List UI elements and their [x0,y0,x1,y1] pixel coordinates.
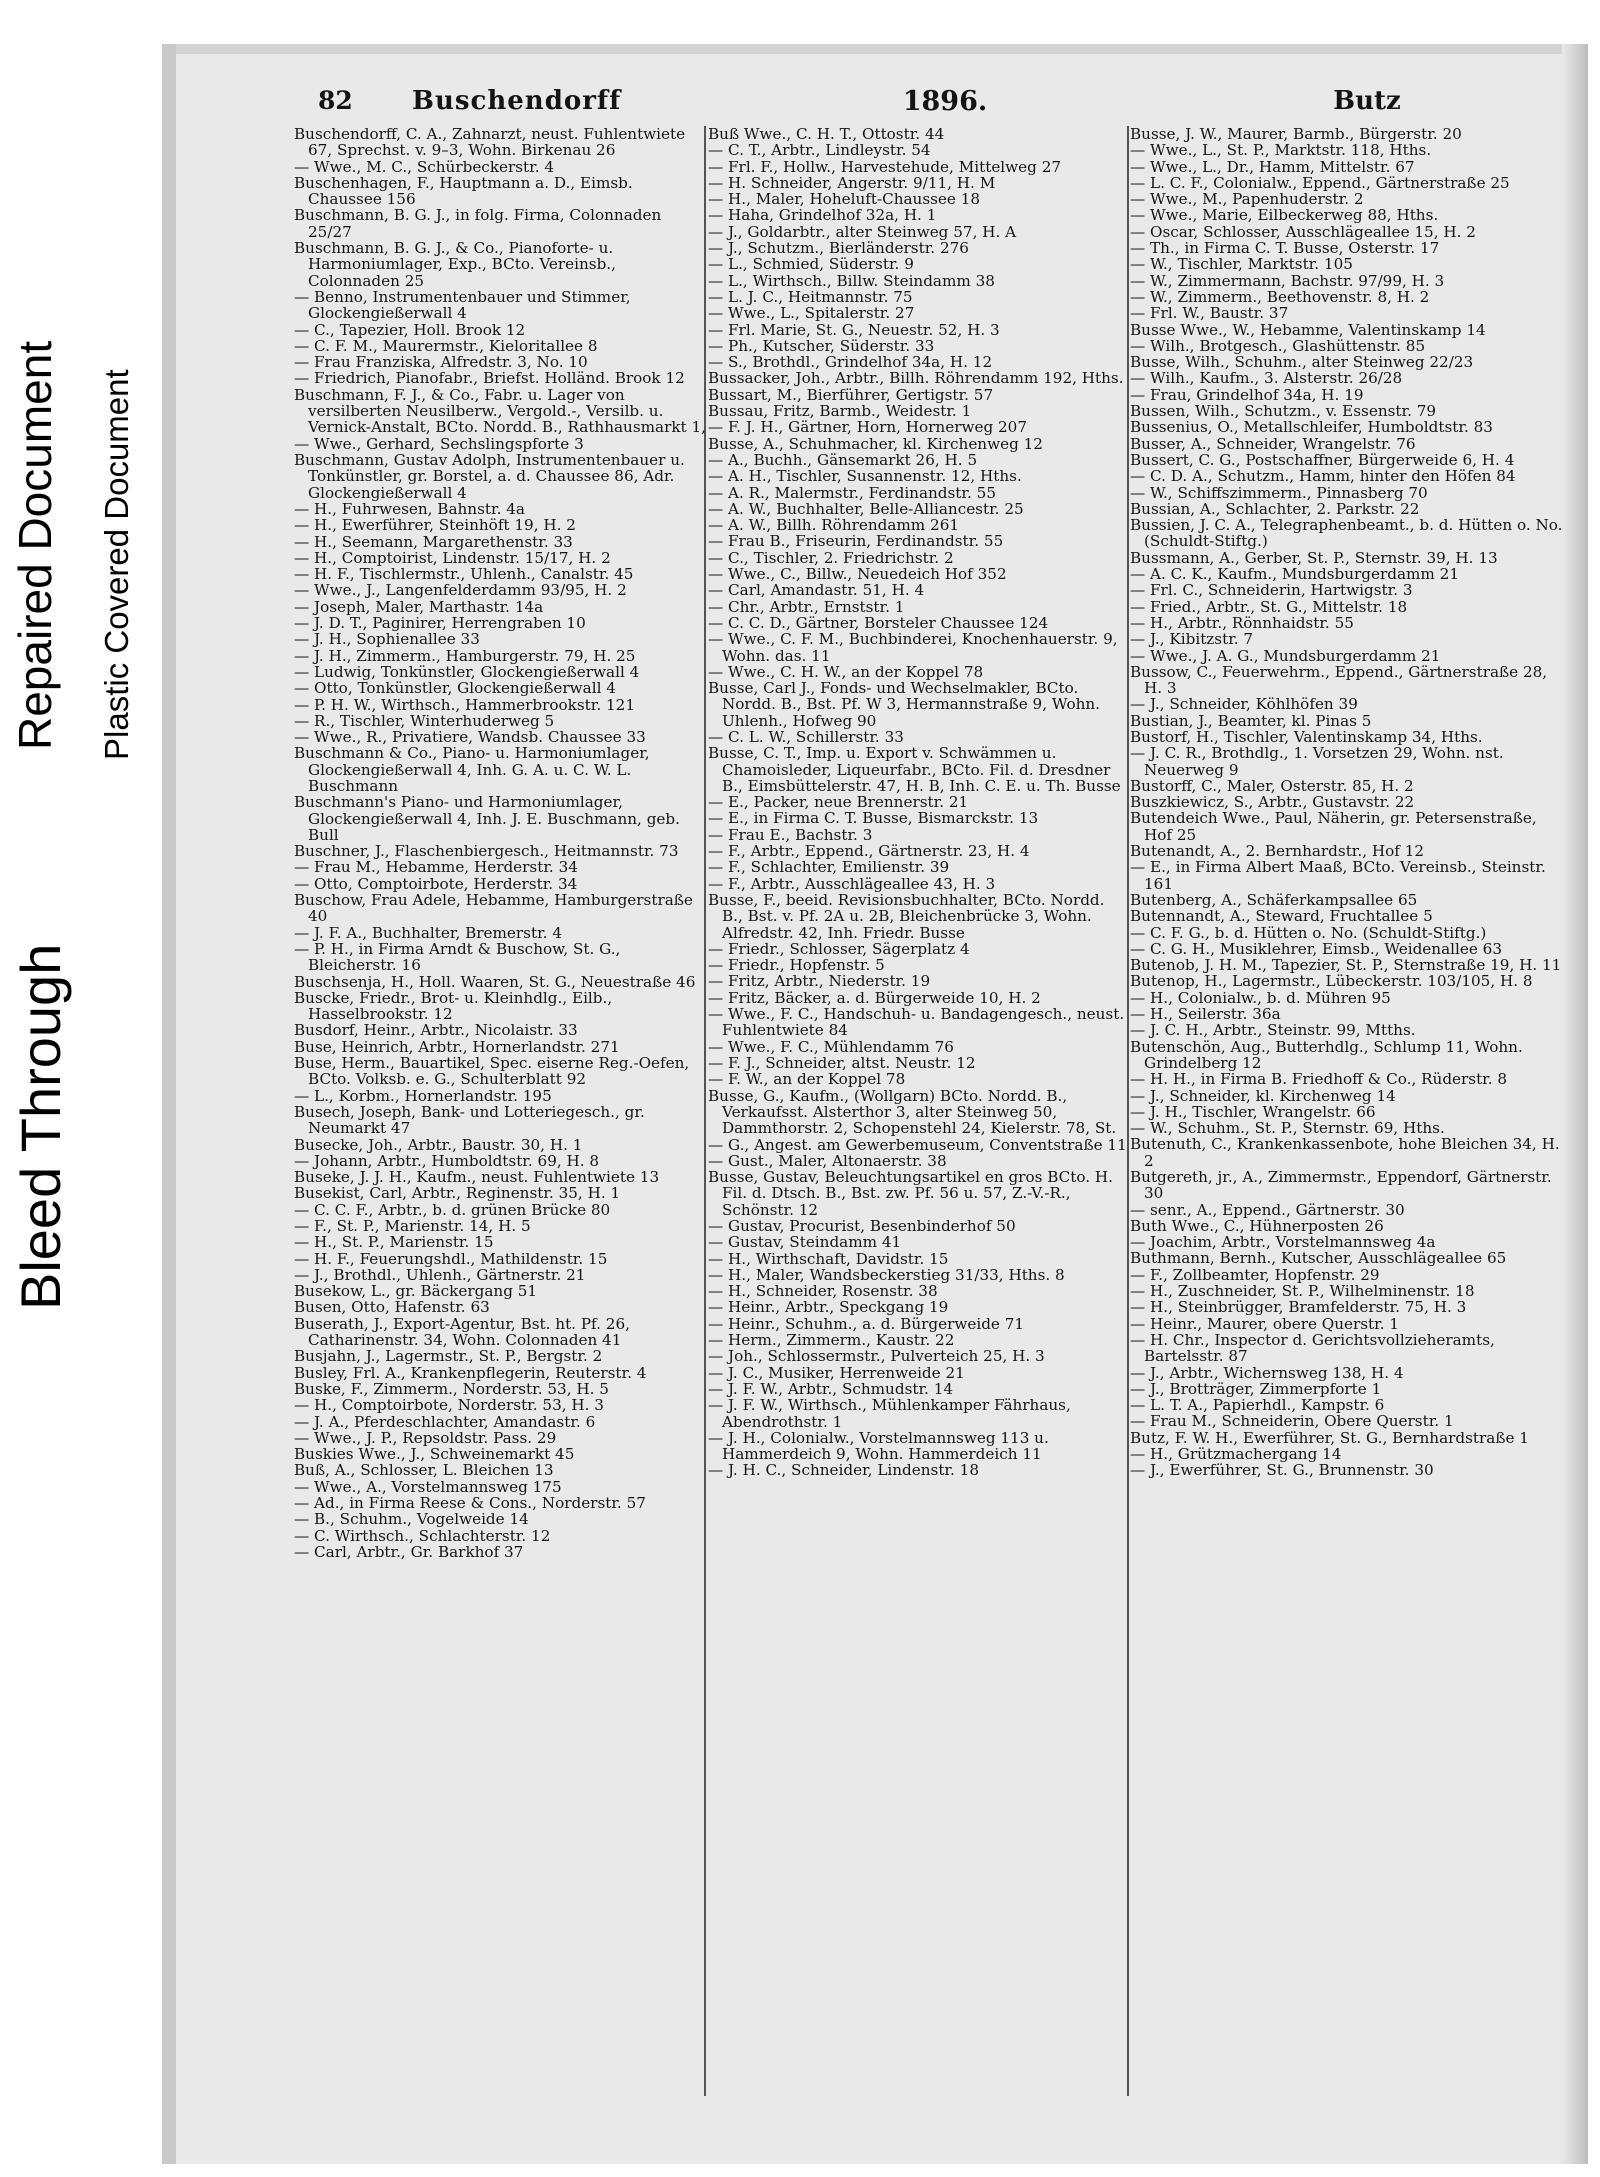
directory-entry: — Wwe., C. H. W., an der Koppel 78 [708,663,984,681]
directory-entry: — Wilh., Brotgesch., Glashüttenstr. 85 [1130,337,1426,355]
directory-entry: — Frau M., Schneiderin, Obere Querstr. 1 [1130,1413,1454,1430]
page-left-edge [162,44,176,2164]
directory-entry: Buschenhagen, F., Hauptmann a. D., Eimsb. Chaussee 156 [294,174,633,208]
directory-entry: — E., in Firma C. T. Busse, Bismarckstr. 13 [708,810,1039,827]
directory-entry: Busse, F., beeid. Revisionsbuchhalter, BCto. Nordd. B., Bst. v. Pf. 2A u. 2B, Bleichenbrücke 3, Wohn. Alfredstr. 42, Inh. Friedr. Busse [708,891,1105,941]
directory-entry: — F. J., Schneider, altst. Neustr. 12 [708,1054,976,1072]
directory-entry: — Oscar, Schlosser, Ausschlägeallee 15, H. 2 [1130,223,1476,241]
directory-entry: — F. W., an der Koppel 78 [708,1071,906,1088]
directory-entry: — Heinr., Maurer, obere Querstr. 1 [1130,1315,1400,1332]
directory-entry: — L. T. A., Papierhdl., Kampstr. 6 [1130,1397,1385,1414]
directory-entry: — Friedrich, Pianofabr., Briefst. Holländ. Brook 12 [294,370,685,387]
directory-entry: — S., Brothdl., Grindelhof 34a, H. 12 [708,354,993,371]
directory-entry: — P. H. W., Wirthsch., Hammerbrookstr. 121 [294,696,636,713]
entry-list [294,126,706,1560]
directory-entry: Bussau, Fritz, Barmb., Weidestr. 1 [708,403,972,420]
label-repaired-document: Repaired Document [9,340,61,750]
directory-entry: — Friedr., Hopfenstr. 5 [708,957,885,974]
directory-entry: — F., Zollbeamter, Hopfenstr. 29 [1130,1266,1380,1284]
directory-entry: — W., Zimmerm., Beethovenstr. 8, H. 2 [1130,288,1430,306]
directory-entry: — H., Fuhrwesen, Bahnstr. 4a [294,500,525,518]
directory-entry: — J., Goldarbtr., alter Steinweg 57, H. A [708,223,1017,241]
directory-entry: — Wwe., R., Privatiere, Wandsb. Chaussee 33 [294,729,646,746]
label-plastic-covered-document: Plastic Covered Document [98,369,135,760]
side-labels [0,230,150,1380]
directory-entry: — Wwe., A., Vorstelmannsweg 175 [294,1478,562,1496]
scanned-page [162,44,1588,2164]
directory-entry: — H., Maler, Hoheluft-Chaussee 18 [708,191,981,208]
directory-entry: — H. F., Tischlermstr., Uhlenh., Canalstr. 45 [294,566,634,583]
directory-entry: — H. Schneider, Angerstr. 9/11, H. M [708,174,996,192]
directory-entry: — J., Brotträger, Zimmerpforte 1 [1130,1380,1382,1398]
directory-entry: Busser, A., Schneider, Wrangelstr. 76 [1130,435,1416,452]
directory-entry: — Frl. Marie, St. G., Neuestr. 52, H. 3 [708,321,1000,338]
directory-entry: — H., Comptoirist, Lindenstr. 15/17, H. 2 [294,549,611,567]
directory-entry: — L., Schmied, Süderstr. 9 [708,256,914,273]
directory-entry: — Wwe., C., Billw., Neuedeich Hof 352 [708,566,1007,583]
directory-entry: — Wwe., F. C., Handschuh- u. Bandagengesch., neust. Fuhlentwiete 84 [708,1006,1125,1039]
directory-entry: Busse, Carl J., Fonds- und Wechselmakler, BCto. Nordd. B., Bst. Pf. W 3, Hermannstraße 9, Wohn. Uhlenh., Hofweg 90 [708,680,1100,729]
directory-entry: — C. F. M., Maurermstr., Kieloritallee 8 [294,337,598,355]
directory-entry: Buseke, J. J. H., Kaufm., neust. Fuhlentwiete 13 [294,1169,660,1186]
directory-entry: — Frau E., Bachstr. 3 [708,826,873,844]
directory-entry: — H., Steinbrügger, Bramfelderstr. 75, H. 3 [1130,1299,1467,1316]
directory-entry: — J. H., Sophienallee 33 [294,631,480,648]
directory-entry: Bussacker, Joh., Arbtr., Billh. Röhrendamm 192, Hths. [708,370,1124,387]
directory-entry: — J., Schutzm., Bierländerstr. 276 [708,240,969,257]
label-bleed-through: Bleed Through [9,943,72,1310]
directory-entry: — Frl. F., Hollw., Harvestehude, Mittelweg 27 [708,158,1062,175]
directory-entry: — Wwe., L., Dr., Hamm, Mittelstr. 67 [1130,158,1415,175]
directory-entry: — J. D. T., Paginirer, Herrengraben 10 [294,615,586,632]
directory-entry: Busse, Wilh., Schuhm., alter Steinweg 22/23 [1130,354,1474,371]
directory-entry: — J. H., Tischler, Wrangelstr. 66 [1130,1103,1376,1121]
directory-entry: — Johann, Arbtr., Humboldtstr. 69, H. 8 [294,1152,600,1170]
directory-entry: — Frl. C., Schneiderin, Hartwigstr. 3 [1130,582,1413,599]
right-running-head: Butz [1333,86,1401,116]
directory-entry: — H., St. P., Marienstr. 15 [294,1234,494,1251]
directory-entry: Busley, Frl. A., Krankenpflegerin, Reuterstr. 4 [294,1364,647,1381]
directory-entry: — A. H., Tischler, Susannenstr. 12, Hths. [708,468,1022,485]
directory-entry: Bussert, C. G., Postschaffner, Bürgerweide 6, H. 4 [1130,451,1515,469]
directory-entry: Buschmann & Co., Piano- u. Harmoniumlager, Glockengießerwall 4, Inh. G. A. u. C. W. L. Buschmann [294,745,650,795]
directory-column-2 [708,126,1128,2096]
directory-entry: — Fried., Arbtr., St. G., Mittelstr. 18 [1130,598,1408,615]
directory-entry: — H., Wirthschaft, Davidstr. 15 [708,1250,949,1267]
directory-entry: — Wwe., J. A. G., Mundsburgerdamm 21 [1130,647,1441,664]
directory-entry: — J. C. R., Brothdlg., 1. Vorsetzen 29, Wohn. nst. Neuerweg 9 [1130,745,1504,778]
directory-entry: Buß, A., Schlosser, L. Bleichen 13 [294,1462,554,1479]
directory-entry: Buskies Wwe., J., Schweinemarkt 45 [294,1446,575,1463]
year-heading: 1896. [902,86,988,117]
directory-entry: — H., Schneider, Rosenstr. 38 [708,1283,938,1300]
directory-entry: — Wwe., L., Spitalerstr. 27 [708,305,915,322]
directory-entry: Butenob, J. H. M., Tapezier, St. P., Sternstraße 19, H. 11 [1130,957,1562,974]
directory-entry: — C. L. W., Schillerstr. 33 [708,728,904,746]
directory-entry: — Frl. W., Baustr. 37 [1130,305,1289,322]
directory-entry: — Wilh., Kaufm., 3. Alsterstr. 26/28 [1130,370,1403,387]
directory-entry: Butenuth, C., Krankenkassenbote, hohe Bleichen 34, H. 2 [1130,1136,1560,1169]
left-running-head: Buschendorff [412,86,622,116]
directory-column-1 [294,126,706,2096]
directory-entry: — W., Tischler, Marktstr. 105 [1130,256,1353,273]
directory-entry: — Joseph, Maler, Marthastr. 14a [294,598,544,616]
directory-entry: Butennandt, A., Steward, Fruchtallee 5 [1130,908,1433,925]
directory-entry: Bussow, C., Feuerwehrm., Eppend., Gärtnerstraße 28, H. 3 [1130,663,1548,697]
directory-entry: — Ph., Kutscher, Süderstr. 33 [708,337,935,355]
directory-entry: — H. F., Feuerungshdl., Mathildenstr. 15 [294,1250,608,1267]
directory-entry: Bussien, J. C. A., Telegraphenbeamt., b. d. Hütten o. No. (Schuldt-Stiftg.) [1130,517,1563,550]
directory-entry: — Chr., Arbtr., Ernststr. 1 [708,598,905,615]
directory-entry: — H., Ewerführer, Steinhöft 19, H. 2 [294,517,576,534]
directory-entry: — Gustav, Procurist, Besenbinderhof 50 [708,1218,1016,1235]
directory-entry: — L. C. F., Colonialw., Eppend., Gärtnerstraße 25 [1130,174,1510,192]
directory-entry: — H., Colonialw., b. d. Mühren 95 [1130,989,1391,1007]
directory-entry: Butgereth, jr., A., Zimmermstr., Eppendorf, Gärtnerstr. 30 [1130,1169,1552,1202]
directory-entry: — C. F. G., b. d. Hütten o. No. (Schuldt-Stiftg.) [1130,924,1487,941]
directory-entry: Buß Wwe., C. H. T., Ottostr. 44 [708,126,945,143]
directory-entry: — J. F. A., Buchhalter, Bremerstr. 4 [294,924,562,941]
directory-entry: Buschendorff, C. A., Zahnarzt, neust. Fuhlentwiete 67, Sprechst. v. 9–3, Wohn. Birkenau 26 [294,126,686,159]
directory-entry: — C. C. D., Gärtner, Borsteler Chaussee 124 [708,614,1049,632]
directory-entry: Busdorf, Heinr., Arbtr., Nicolaistr. 33 [294,1022,578,1039]
directory-entry: Buschner, J., Flaschenbiergesch., Heitmannstr. 73 [294,843,679,860]
directory-entry: — H., Comptoirbote, Norderstr. 53, H. 3 [294,1397,604,1414]
directory-entry: Busekow, L., gr. Bäckergang 51 [294,1283,538,1300]
directory-entry: — Herm., Zimmerm., Kaustr. 22 [708,1332,955,1349]
directory-entry: Buse, Heinrich, Arbtr., Hornerlandstr. 271 [294,1038,620,1056]
directory-entry: Bustorf, H., Tischler, Valentinskamp 34, Hths. [1130,728,1483,746]
directory-entry: Bussart, M., Bierführer, Gertigstr. 57 [708,386,994,404]
directory-entry: — C., Tapezier, Holl. Brook 12 [294,321,526,338]
directory-entry: — L., Korbm., Hornerlandstr. 195 [294,1087,552,1104]
page-number: 82 [318,86,353,115]
directory-entry: Bussmann, A., Gerber, St. P., Sternstr. 39, H. 13 [1130,549,1498,567]
directory-entry: Busjahn, J., Lagermstr., St. P., Bergstr. 2 [294,1348,603,1365]
directory-entry: Busse, G., Kaufm., (Wollgarn) BCto. Nordd. B., Verkaufsst. Alsterthor 3, alter Steinweg 50, Dammthorstr. 2, Schopenstehl 24, Kielerstr. 78, St. [708,1087,1117,1137]
directory-entry: — J. C. H., Arbtr., Steinstr. 99, Mtths. [1130,1022,1416,1039]
directory-entry: — H. H., in Firma B. Friedhoff & Co., Rüderstr. 8 [1130,1071,1508,1088]
directory-entry: — Otto, Comptoirbote, Herderstr. 34 [294,875,578,893]
directory-entry: Busse, C. T., Imp. u. Export v. Schwämmen u. Chamoisleder, Liqueurfabr., BCto. Fil. d. Dresdner B., Eimsbüttelerstr. 47, H. B, Inh. C. E. u. Th. Busse [708,745,1121,795]
directory-entry: — P. H., in Firma Arndt & Buschow, St. G., Bleicherstr. 16 [294,940,621,974]
directory-entry: — F. J. H., Gärtner, Horn, Hornerweg 207 [708,419,1027,436]
entry-list [1130,126,1566,1479]
directory-entry: — Frau M., Hebamme, Herderstr. 34 [294,859,578,876]
directory-entry: — J. H., Zimmerm., Hamburgerstr. 79, H. 25 [294,647,636,664]
directory-entry: Buthmann, Bernh., Kutscher, Ausschlägeallee 65 [1130,1250,1507,1267]
directory-column-3 [1130,126,1566,2096]
directory-entry: Buschmann, B. G. J., in folg. Firma, Colonnaden 25/27 [294,207,662,241]
directory-entry: — H., Maler, Wandsbeckerstieg 31/33, Hths. 8 [708,1266,1065,1284]
page-top-edge [162,44,1588,54]
directory-entry: — F., Arbtr., Eppend., Gärtnerstr. 23, H. 4 [708,843,1030,860]
directory-entry: — A. R., Malermstr., Ferdinandstr. 55 [708,484,996,501]
directory-entry: Busech, Joseph, Bank- und Lotteriegesch., gr. Neumarkt 47 [294,1103,645,1137]
directory-entry: Buszkiewicz, S., Arbtr., Gustavstr. 22 [1130,794,1415,811]
directory-entry: Busse, A., Schuhmacher, kl. Kirchenweg 12 [708,435,1043,452]
directory-entry: — A. W., Buchhalter, Belle-Alliancestr. 25 [708,500,1024,518]
directory-entry: — Fritz, Arbtr., Niederstr. 19 [708,973,931,990]
directory-entry: — G., Angest. am Gewerbemuseum, Conventstraße 11 [708,1136,1127,1153]
directory-entry: — Wwe., F. C., Mühlendamm 76 [708,1038,954,1055]
directory-entry: — H., Seemann, Margarethenstr. 33 [294,533,573,550]
directory-entry: Buscke, Friedr., Brot- u. Kleinhdlg., Eilb., Hasselbrookstr. 12 [294,989,613,1023]
directory-entry: — Ludwig, Tonkünstler, Glockengießerwall 4 [294,663,640,681]
directory-entry: — A. W., Billh. Röhrendamm 261 [708,517,960,534]
directory-entry: Buschmann's Piano- und Harmoniumlager, Glockengießerwall 4, Inh. J. E. Buschmann, geb. Bull [294,794,680,844]
directory-entry: Busen, Otto, Hafenstr. 63 [294,1299,490,1316]
directory-entry: — J. F. W., Arbtr., Schmudstr. 14 [708,1380,954,1398]
directory-entry: — J., Ewerführer, St. G., Brunnenstr. 30 [1130,1462,1434,1479]
directory-entry: — H. Chr., Inspector d. Gerichtsvollzieheramts, Bartelsstr. 87 [1130,1331,1495,1365]
directory-entry: Buse, Herm., Bauartikel, Spec. eiserne Reg.-Oefen, BCto. Volksb. e. G., Schulterblatt 92 [294,1055,690,1088]
directory-entry: — J. A., Pferdeschlachter, Amandastr. 6 [294,1413,596,1430]
directory-entry: — Wwe., M., Papenhuderstr. 2 [1130,191,1364,208]
directory-entry: Buth Wwe., C., Hühnerposten 26 [1130,1217,1384,1235]
directory-entry: Butenandt, A., 2. Bernhardstr., Hof 12 [1130,843,1425,860]
directory-entry: — A. C. K., Kaufm., Mundsburgerdamm 21 [1130,566,1459,583]
directory-entry: — E., Packer, neue Brennerstr. 21 [708,794,969,811]
directory-entry: — C. C. F., Arbtr., b. d. grünen Brücke 80 [294,1201,611,1218]
directory-entry: — C. D. A., Schutzm., Hamm, hinter den Höfen 84 [1130,468,1516,485]
directory-entry: — Joachim, Arbtr., Vorstelmannsweg 4a [1130,1234,1436,1251]
directory-entry: — Frau Franziska, Alfredstr. 3, No. 10 [294,354,588,371]
directory-entry: — J., Schneider, kl. Kirchenweg 14 [1130,1087,1396,1104]
directory-entry: — Wwe., Marie, Eilbeckerweg 88, Hths. [1130,207,1439,224]
directory-entry: — Frau, Grindelhof 34a, H. 19 [1130,386,1364,404]
directory-entry: — Wwe., M. C., Schürbeckerstr. 4 [294,158,555,175]
directory-entry: — H., Arbtr., Rönnhaidstr. 55 [1130,614,1354,632]
directory-entry: — R., Tischler, Winterhuderweg 5 [294,712,555,730]
directory-entry: Buserath, J., Export-Agentur, Bst. ht. Pf. 26, Catharinenstr. 34, Wohn. Colonnaden 41 [294,1315,630,1349]
directory-entry: — J. C., Musiker, Herrenweide 21 [708,1364,965,1381]
directory-entry: — L. J. C., Heitmannstr. 75 [708,288,913,306]
directory-entry: Butz, F. W. H., Ewerführer, St. G., Bernhardstraße 1 [1130,1429,1529,1447]
directory-entry: Buschmann, Gustav Adolph, Instrumentenbauer u. Tonkünstler, gr. Borstel, a. d. Chaussee 86, Adr. Glockengießerwall 4 [294,452,685,501]
directory-entry: — Wwe., Gerhard, Sechslingspforte 3 [294,435,584,453]
directory-entry: Busse, J. W., Maurer, Barmb., Bürgerstr. 20 [1130,126,1462,143]
directory-entry: Busse Wwe., W., Hebamme, Valentinskamp 14 [1130,321,1486,338]
directory-entry: — E., in Firma Albert Maaß, BCto. Vereinsb., Steinstr. 161 [1130,859,1546,892]
directory-entry: Bussenius, O., Metallschleifer, Humboldtstr. 83 [1130,419,1493,436]
directory-entry: — W., Schiffszimmerm., Pinnasberg 70 [1130,484,1428,501]
directory-entry: — W., Zimmermann, Bachstr. 97/99, H. 3 [1130,272,1445,289]
directory-entry: — C. Wirthsch., Schlachterstr. 12 [294,1527,551,1544]
directory-entry: Bussen, Wilh., Schutzm., v. Essenstr. 79 [1130,403,1437,420]
directory-entry: — H., Zuschneider, St. P., Wilhelminenstr. 18 [1130,1283,1475,1300]
directory-entry: — J., Kibitzstr. 7 [1130,631,1254,648]
directory-entry: Buschmann, B. G. J., & Co., Pianoforte- u. Harmoniumlager, Exp., BCto. Vereinsb., Colonnaden 25 [294,240,616,289]
directory-entry: — Heinr., Arbtr., Speckgang 19 [708,1299,949,1316]
directory-entry: — C., Tischler, 2. Friedrichstr. 2 [708,549,954,567]
directory-entry: — L., Wirthsch., Billw. Steindamm 38 [708,272,995,289]
directory-entry: — J. F. W., Wirthsch., Mühlenkamper Fährhaus, Abendrothstr. 1 [708,1397,1071,1430]
directory-entry: — Friedr., Schlosser, Sägerplatz 4 [708,940,970,958]
directory-entry: — A., Buchh., Gänsemarkt 26, H. 5 [708,451,978,469]
directory-entry: — J. H. C., Schneider, Lindenstr. 18 [708,1462,979,1479]
directory-entry: — Frau B., Friseurin, Ferdinandstr. 55 [708,533,1004,550]
directory-entry: Bustian, J., Beamter, kl. Pinas 5 [1130,712,1372,729]
directory-entry: — J., Schneider, Köhlhöfen 39 [1130,696,1358,713]
directory-entry: — Otto, Tonkünstler, Glockengießerwall 4 [294,680,616,697]
directory-entry: — Fritz, Bäcker, a. d. Bürgerweide 10, H. 2 [708,989,1041,1007]
directory-entry: Busecke, Joh., Arbtr., Baustr. 30, H. 1 [294,1136,583,1153]
directory-entry: — J., Arbtr., Wichernsweg 138, H. 4 [1130,1364,1404,1381]
directory-entry: — Gustav, Steindamm 41 [708,1234,902,1251]
directory-entry: — H., Grützmachergang 14 [1130,1446,1342,1463]
directory-entry: — senr., A., Eppend., Gärtnerstr. 30 [1130,1201,1405,1218]
directory-entry: — F., St. P., Marienstr. 14, H. 5 [294,1218,531,1235]
directory-entry: — Benno, Instrumentenbauer und Stimmer, Glockengießerwall 4 [294,288,631,322]
directory-entry: — Wwe., J. P., Repsoldstr. Pass. 29 [294,1429,557,1447]
directory-entry: Butendeich Wwe., Paul, Näherin, gr. Petersenstraße, Hof 25 [1130,810,1537,844]
directory-entry: — C. T., Arbtr., Lindleystr. 54 [708,142,931,159]
directory-entry: — H., Seilerstr. 36a [1130,1006,1281,1023]
directory-entry: Busse, Gustav, Beleuchtungsartikel en gros BCto. H. Fil. d. Dtsch. B., Bst. zw. Pf. 56 u. 57, Z.-V.-R., Schönstr. 12 [708,1169,1113,1218]
directory-entry: Butenop, H., Lagermstr., Lübeckerstr. 103/105, H. 8 [1130,973,1533,990]
directory-entry: Butenschön, Aug., Butterhdlg., Schlump 11, Wohn. Grindelberg 12 [1130,1038,1523,1072]
directory-entry: — Joh., Schlossermstr., Pulverteich 25, H. 3 [708,1348,1045,1365]
directory-entry: — C. G. H., Musiklehrer, Eimsb., Weidenallee 63 [1130,940,1502,958]
directory-entry: — Th., in Firma C. T. Busse, Osterstr. 17 [1130,240,1440,257]
directory-entry: — Wwe., C. F. M., Buchbinderei, Knochenhauerstr. 9, Wohn. das. 11 [708,631,1118,664]
directory-entry: — Ad., in Firma Reese & Cons., Norderstr. 57 [294,1495,646,1512]
directory-entry: — Gust., Maler, Altonaerstr. 38 [708,1152,947,1170]
directory-entry: Buschow, Frau Adele, Hebamme, Hamburgerstraße 40 [294,892,693,925]
directory-entry: — Heinr., Schuhm., a. d. Bürgerweide 71 [708,1315,1025,1333]
directory-entry: — Wwe., L., St. P., Marktstr. 118, Hths. [1130,142,1432,159]
directory-entry: — F., Schlachter, Emilienstr. 39 [708,859,950,876]
directory-entry: — F., Arbtr., Ausschlägeallee 43, H. 3 [708,875,996,892]
directory-entry: Butenberg, A., Schäferkampsallee 65 [1130,891,1418,909]
running-header [162,86,1588,126]
entry-list [708,126,1128,1479]
directory-entry: — Carl, Amandastr. 51, H. 4 [708,582,925,599]
directory-entry: Bustorff, C., Maler, Osterstr. 85, H. 2 [1130,777,1414,795]
directory-entry: Buschmann, F. J., & Co., Fabr. u. Lager von versilberten Neusilberw., Vergold.-, Versilb. u. Vernick-Anstalt, BCto. Nordd. B., Rathhausmarkt 1, [294,386,706,436]
directory-entry: — Carl, Arbtr., Gr. Barkhof 37 [294,1543,524,1561]
directory-entry: Busekist, Carl, Arbtr., Reginenstr. 35, H. 1 [294,1185,621,1202]
directory-entry: Buske, F., Zimmerm., Norderstr. 53, H. 5 [294,1380,609,1398]
directory-entry: Bussian, A., Schlachter, 2. Parkstr. 22 [1130,500,1420,518]
directory-entry: — J. H., Colonialw., Vorstelmannsweg 113 u. Hammerdeich 9, Wohn. Hammerdeich 11 [708,1429,1049,1463]
directory-entry: — Haha, Grindelhof 32a, H. 1 [708,207,937,224]
directory-entry: — W., Schuhm., St. P., Sternstr. 69, Hths. [1130,1120,1445,1137]
directory-entry: — B., Schuhm., Vogelweide 14 [294,1511,529,1528]
directory-entry: — J., Brothdl., Uhlenh., Gärtnerstr. 21 [294,1266,586,1284]
directory-entry: — Wwe., J., Langenfelderdamm 93/95, H. 2 [294,582,627,599]
directory-entry: Buschsenja, H., Holl. Waaren, St. G., Neuestraße 46 [294,973,696,990]
